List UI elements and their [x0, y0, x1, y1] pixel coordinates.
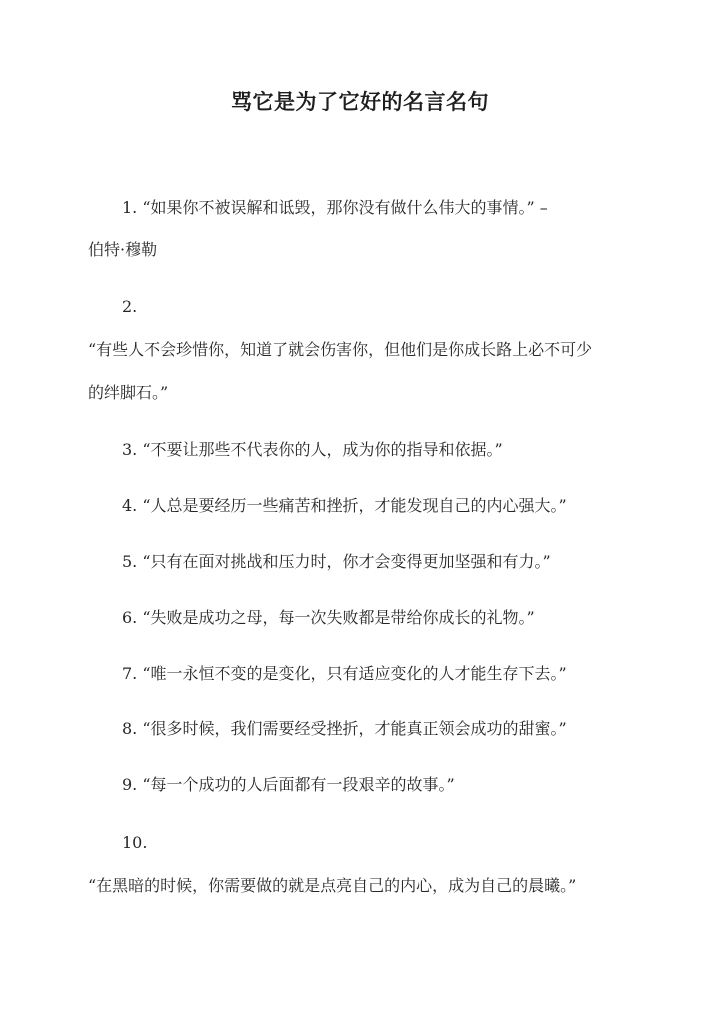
quote-10-number: 10. — [122, 833, 148, 852]
quote-7: 7. “唯一永恒不变的是变化，只有适应变化的人才能生存下去。” — [122, 664, 567, 683]
quote-10-line-1: “在黑暗的时候，你需要做的就是点亮自己的内心，成为自己的晨曦。” — [88, 876, 577, 895]
quote-9: 9. “每一个成功的人后面都有一段艰辛的故事。” — [122, 775, 455, 794]
quote-2-line-1: “有些人不会珍惜你，知道了就会伤害你，但他们是你成长路上必不可少 — [88, 340, 593, 359]
quote-8: 8. “很多时候，我们需要经受挫折，才能真正领会成功的甜蜜。” — [122, 719, 567, 738]
quote-6: 6. “失败是成功之母，每一次失败都是带给你成长的礼物。” — [122, 608, 535, 627]
quote-2-number: 2. — [122, 297, 138, 316]
quote-3: 3. “不要让那些不代表你的人，成为你的指导和依据。” — [122, 440, 503, 459]
quote-5: 5. “只有在面对挑战和压力时，你才会变得更加坚强和有力。” — [122, 552, 551, 571]
quote-2-line-2: 的绊脚石。” — [88, 383, 169, 402]
quote-4: 4. “人总是要经历一些痛苦和挫折，才能发现自己的内心强大。” — [122, 496, 567, 515]
quote-1-line-2: 伯特·穆勒 — [88, 240, 158, 259]
page-title: 骂它是为了它好的名言名句 — [231, 89, 489, 114]
quote-1-line-1: 1. “如果你不被误解和诋毁，那你没有做什么伟大的事情。” – — [122, 198, 548, 217]
